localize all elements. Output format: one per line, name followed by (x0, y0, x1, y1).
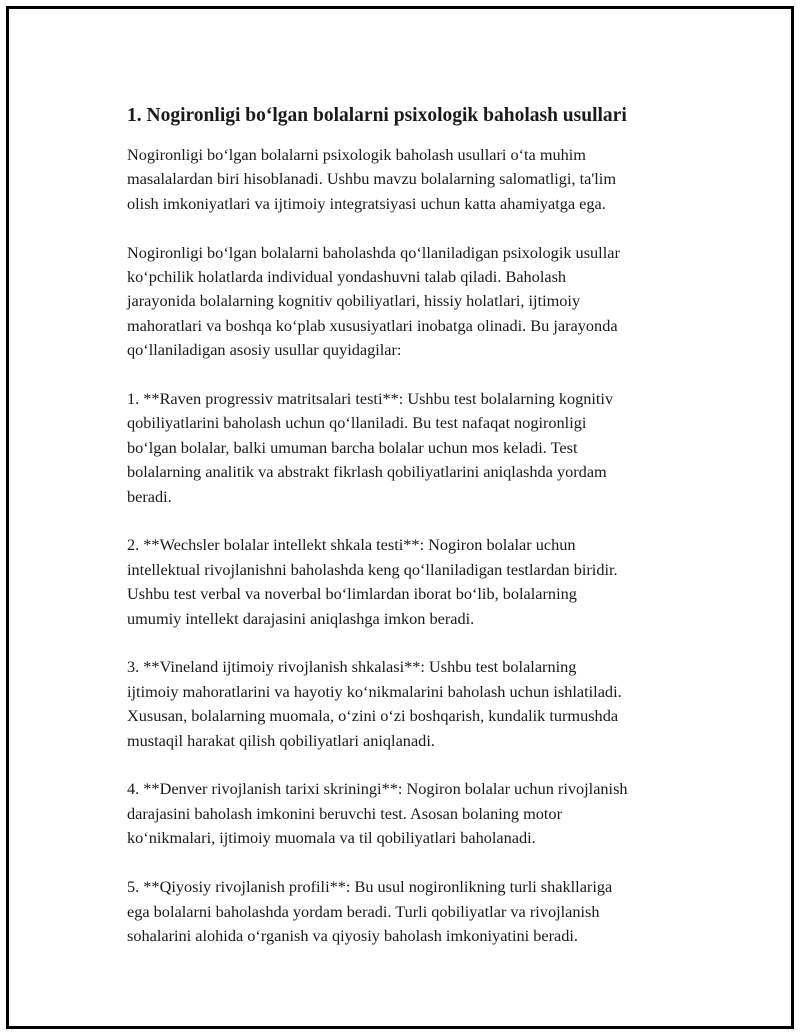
text-line: ko‘pchilik holatlarda individual yondashuvni talab qiladi. Baholash (127, 267, 567, 287)
paragraph-item-4 (127, 777, 702, 850)
text-line: qobiliyatlarini baholash uchun qo‘llaniladi. Bu test nafaqat nogironligi (127, 413, 587, 433)
text-line: Nogironligi bo‘lgan bolalarni psixologik baholash usullari o‘ta muhim (127, 145, 586, 164)
text-line: sohalarini alohida o‘rganish va qiyosiy baholash imkoniyatini beradi. (127, 925, 578, 945)
text-line: mahoratlari va boshqa ko‘plab xususiyatlari inobatga olinadi. Bu jarayonda (127, 315, 618, 335)
text-line: 3. **Vineland ijtimoiy rivojlanish shkalasi**: Ushbu test bolalarning (127, 657, 577, 677)
text-line: intellektual rivojlanishni baholashda keng qo‘llaniladigan testlardan biridir. (127, 559, 618, 579)
text-line: mustaqil harakat qilish qobiliyatlari aniqlanadi. (127, 730, 435, 750)
text-line: beradi. (127, 486, 172, 506)
text-line: masalalardan biri hisoblanadi. Ushbu mavzu bolalarning salomatligi, ta'lim (127, 169, 616, 189)
paragraph-item-2 (127, 533, 702, 631)
text-line: jarayonida bolalarning kognitiv qobiliyatlari, hissiy holatlari, ijtimoiy (127, 291, 581, 311)
text-line: bo‘lgan bolalar, balki umuman barcha bolalar uchun mos keladi. Test (127, 437, 578, 457)
text-line: ega bolalarni baholashda yordam beradi. Turli qobiliyatlar va rivojlanish (127, 901, 600, 921)
page-frame (6, 6, 794, 1029)
paragraph-intro (127, 143, 702, 216)
text-line: umumiy intellekt darajasini aniqlashga imkon beradi. (127, 608, 475, 628)
paragraph-item-3 (127, 655, 702, 753)
text-line: qo‘llaniladigan asosiy usullar quyidagilar: (127, 340, 402, 360)
text-line: olish imkoniyatlari va ijtimoiy integratsiyasi uchun katta ahamiyatga ega. (127, 193, 606, 213)
text-line: ko‘nikmalari, ijtimoiy muomala va til qobiliyatlari baholanadi. (127, 828, 536, 848)
text-line: 2. **Wechsler bolalar intellekt shkala testi**: Nogiron bolalar uchun (127, 535, 576, 555)
paragraph-item-1 (127, 387, 702, 509)
text-line: darajasini baholash imkonini beruvchi test. Asosan bolaning motor (127, 803, 562, 823)
paragraph-item-5 (127, 875, 702, 948)
text-line: Ushbu test verbal va noverbal bo‘limlardan iborat bo‘lib, bolalarning (127, 584, 577, 604)
text-line: 1. **Raven progressiv matritsalari testi**: Ushbu test bolalarning kognitiv (127, 389, 614, 409)
document-body (127, 103, 702, 973)
text-line: bolalarning analitik va abstrakt fikrlash qobiliyatlarini aniqlashda yordam (127, 462, 607, 482)
document-title: 1. Nogironligi bo‘lgan bolalarni psixologik baholash usullari (127, 105, 627, 126)
paragraph-methods-overview (127, 241, 702, 363)
text-line: 5. **Qiyosiy rivojlanish profili**: Bu usul nogironlikning turli shakllariga (127, 877, 613, 897)
text-line: 4. **Denver rivojlanish tarixi skriningi**: Nogiron bolalar uchun rivojlanish (127, 779, 628, 799)
text-line: Nogironligi bo‘lgan bolalarni baholashda qo‘llaniladigan psixologik usullar (127, 242, 620, 262)
text-line: ijtimoiy mahoratlarini va hayotiy ko‘nikmalarini baholash uchun ishlatiladi. (127, 681, 622, 701)
text-line: Xususan, bolalarning muomala, o‘zini o‘zi boshqarish, kundalik turmushda (127, 706, 619, 726)
